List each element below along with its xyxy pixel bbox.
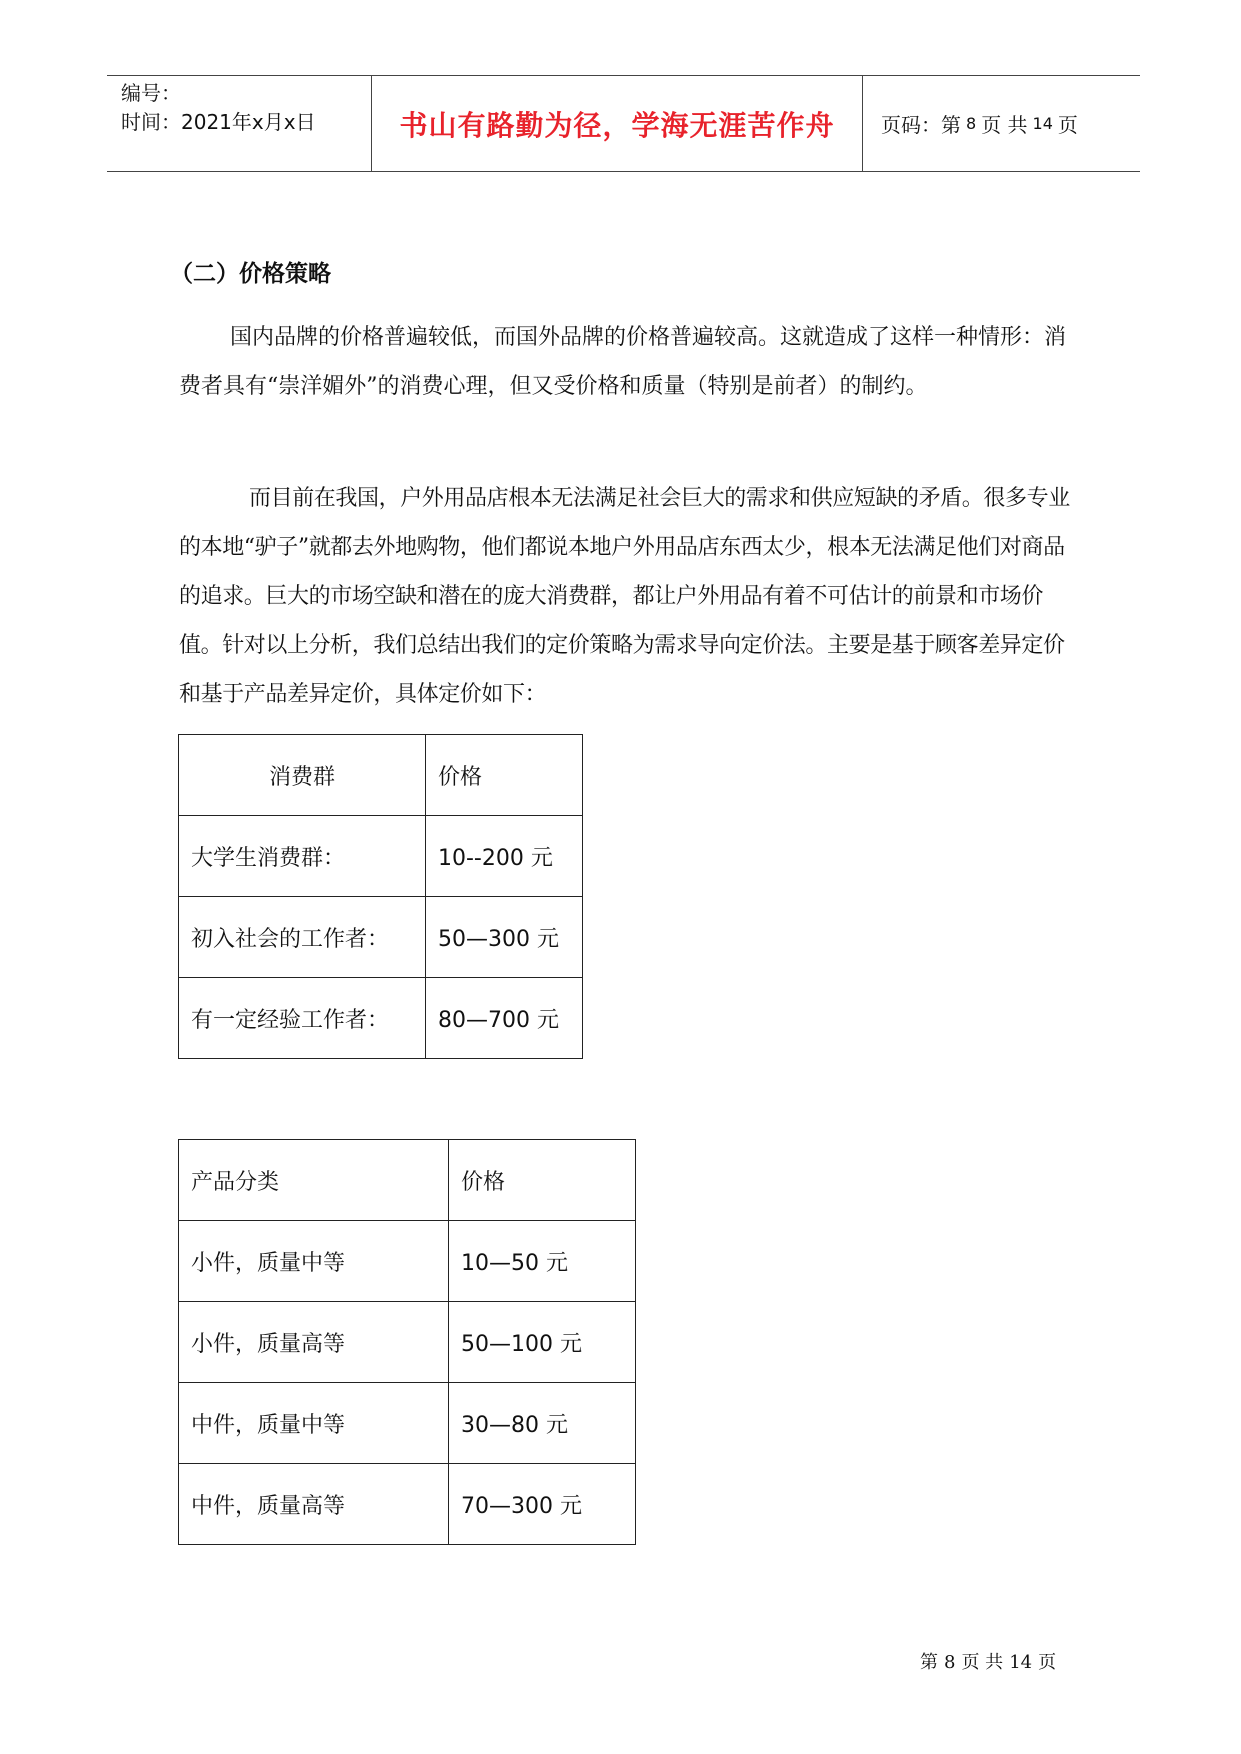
consumer-group-cell: 初入社会的工作者： — [179, 897, 426, 978]
price-unit: 元 — [530, 845, 553, 871]
footer-current: 8 — [944, 1652, 956, 1673]
table-row — [179, 1464, 636, 1545]
header-page-number — [867, 76, 1151, 171]
price-range: 10—50 — [461, 1250, 539, 1276]
paragraph-2: 而目前在我国，户外用品店根本无法满足社会巨大的需求和供应短缺的矛盾。很多专业的本地“驴子”就都去外地购物，他们都说本地户外用品店东西太少，根本无法满足他们对商品的追求。巨大的市场空缺和潜在的庞大消费群，都让户外用品有着不可估计的前景和市场价值。针对以上分析，我们总结出我们的定价策略为需求导向定价法。主要是基于顾客差异定价和基于产品差异定价，具体定价如下： — [179, 486, 1070, 707]
footer-total: 14 — [1009, 1652, 1033, 1673]
consumer-group-cell: 有一定经验工作者： — [179, 978, 426, 1059]
price-unit: 元 — [537, 1007, 560, 1033]
footer-middle: 页 共 — [961, 1652, 1004, 1673]
table-row — [179, 978, 583, 1059]
header-motto: 书山有路勤为径，学海无涯苦作舟 — [371, 76, 863, 171]
page-middle: 页 共 — [981, 113, 1028, 137]
price-cell — [449, 1383, 636, 1464]
date-label: 时间：2021年x月x日 — [121, 110, 316, 134]
table-header-cell: 消费群 — [179, 735, 426, 816]
price-cell — [426, 816, 583, 897]
page-total: 14 — [1032, 114, 1053, 133]
id-label: 编号： — [121, 81, 181, 105]
product-category-cell: 小件，质量高等 — [179, 1302, 449, 1383]
price-range: 50—100 — [461, 1331, 553, 1357]
table-row — [179, 1383, 636, 1464]
page-header — [107, 75, 1140, 172]
table-header-row — [179, 735, 583, 816]
table-header-cell: 价格 — [449, 1140, 636, 1221]
price-range: 30—80 — [461, 1412, 539, 1438]
product-category-cell: 小件，质量中等 — [179, 1221, 449, 1302]
price-unit: 元 — [560, 1331, 583, 1357]
table-row — [179, 1221, 636, 1302]
table-header-row — [179, 1140, 636, 1221]
page-current: 8 — [966, 114, 977, 133]
table-row — [179, 1302, 636, 1383]
price-unit: 元 — [546, 1250, 569, 1276]
price-range: 10--200 — [438, 845, 524, 871]
consumer-price-table — [178, 734, 583, 1059]
product-price-table — [178, 1139, 636, 1545]
page-suffix: 页 — [1057, 113, 1078, 137]
product-category-cell: 中件，质量中等 — [179, 1383, 449, 1464]
footer-prefix: 第 — [920, 1652, 938, 1673]
table-row — [179, 816, 583, 897]
table-row — [179, 897, 583, 978]
page-prefix: 页码：第 — [881, 113, 961, 137]
price-cell — [426, 897, 583, 978]
price-unit: 元 — [546, 1412, 569, 1438]
product-category-cell: 中件，质量高等 — [179, 1464, 449, 1545]
price-cell — [426, 978, 583, 1059]
consumer-group-cell: 大学生消费群： — [179, 816, 426, 897]
header-meta — [121, 76, 366, 171]
price-cell — [449, 1221, 636, 1302]
section-title: （二）价格策略 — [170, 260, 331, 287]
table-header-cell: 产品分类 — [179, 1140, 449, 1221]
table-header-cell: 价格 — [426, 735, 583, 816]
price-range: 80—700 — [438, 1007, 530, 1033]
paragraph-1: 国内品牌的价格普遍较低，而国外品牌的价格普遍较高。这就造成了这样一种情形：消费者具有“崇洋媚外”的消费心理，但又受价格和质量（特别是前者）的制约。 — [179, 325, 1067, 399]
page-footer — [920, 1648, 1062, 1674]
price-cell — [449, 1464, 636, 1545]
price-unit: 元 — [560, 1493, 583, 1519]
price-cell — [449, 1302, 636, 1383]
price-range: 70—300 — [461, 1493, 553, 1519]
price-unit: 元 — [537, 926, 560, 952]
footer-suffix: 页 — [1038, 1652, 1057, 1673]
price-range: 50—300 — [438, 926, 530, 952]
